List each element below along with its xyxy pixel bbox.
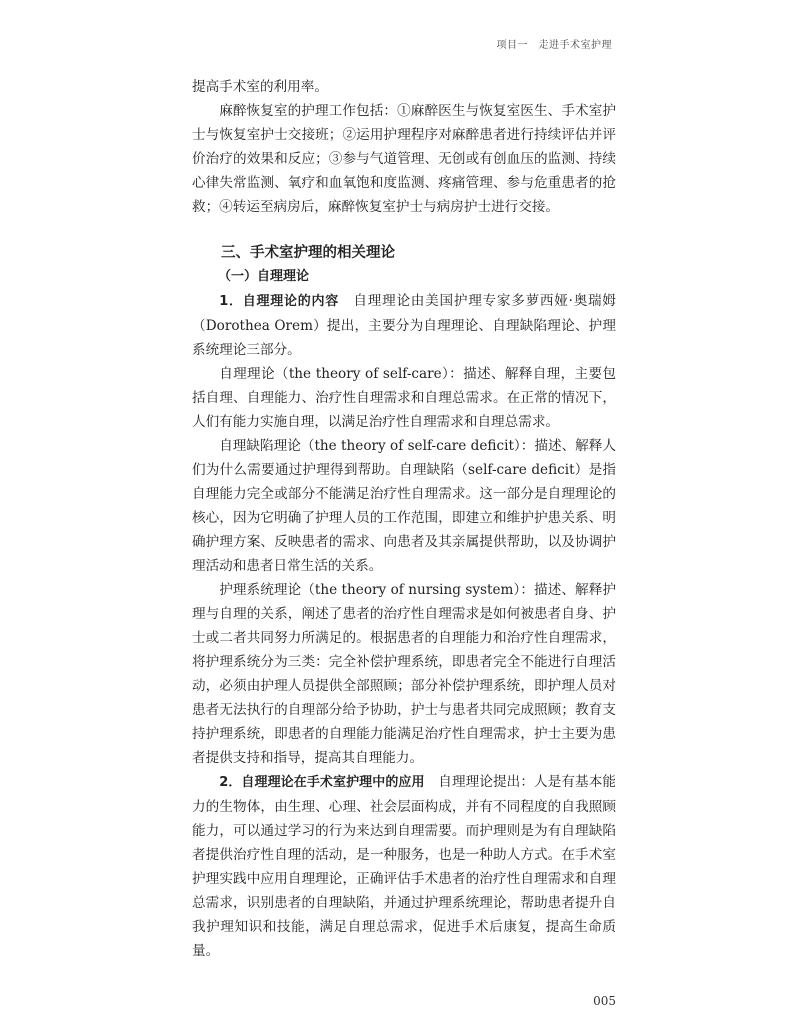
page-body [192, 0, 616, 1029]
item-text: 自理理论提出：人是有基本能力的生物体，由生理、心理、社会层面构成，并有不同程度的自我照顾能力，可以通过学习的行为来达到自理需要。而护理则是为有自理缺陷者提供治疗性自理的活动，是一种服务，也是一种助人方式。在手术室护理实践中应用自理理论，正确评估手术患者的治疗性自理需求和自理总需求，识别患者的自理缺陷，并通过护理系统理论，帮助患者提升自我护理知识和技能，满足自理总需求，促进手术后康复，提高生命质量。 [192, 774, 617, 959]
paragraph: 自理理论（the theory of self-care）：描述、解释自理，主要包括自理、自理能力、治疗性自理需求和自理总需求。在正常的情况下，人们有能力实施自理，以满足治疗性自理需求和自理总需求。 [192, 366, 616, 430]
paragraph: 自理缺陷理论（the theory of self-care deficit）：描述、解释人们为什么需要通过护理得到帮助。自理缺陷（self-care deficit）是指自理能力完全或部分不能满足治疗性自理需求。这一部分是自理理论的核心，因为它明确了护理人员的工作范围，即建立和维护护患关系、明确护理方案、反映患者的需求、向患者及其亲属提供帮助，以及协调护理活动和患者日常生活的关系。 [192, 438, 616, 574]
paragraph: 提高手术室的利用率。 [192, 79, 328, 95]
item-heading: 1．自理理论的内容 [219, 294, 340, 309]
paragraph: 麻醉恢复室的护理工作包括：①麻醉医生与恢复室医生、手术室护士与恢复室护士交接班；②运用护理程序对麻醉患者进行持续评估并评价治疗的效果和反应；③参与气道管理、无创或有创血压的监测、持续心律失常监测、氧疗和血氧饱和度监测、疼痛管理、参与危重患者的抢救；④转运至病房后，麻醉恢复室护士与病房护士进行交接。 [192, 103, 616, 215]
running-head: 项目一 走进手术室护理 [496, 40, 612, 51]
paragraph-item-1 [192, 289, 616, 362]
item-text: 自理理论由美国护理专家多萝西娅·奥瑞姆（Dorothea Orem）提出，主要分为自理理论、自理缺陷理论、护理系统理论三部分。 [192, 293, 617, 358]
item-heading: 2．自理理论在手术室护理中的应用 [219, 775, 425, 790]
subsection-heading: （一）自理理论 [218, 269, 310, 284]
page-number: 005 [593, 994, 616, 1008]
section-heading: 三、手术室护理的相关理论 [221, 245, 395, 261]
paragraph: 护理系统理论（the theory of nursing system）：描述、解释护理与自理的关系，阐述了患者的治疗性自理需求是如何被患者自身、护士或二者共同努力所满足的。根据患者的自理能力和治疗性自理需求，将护理系统分为三类：完全补偿护理系统，即患者完全不能进行自理活动，必须由护理人员提供全部照顾；部分补偿护理系统，即护理人员对患者无法执行的自理部分给予协助，护士与患者共同完成照顾；教育支持护理系统，即患者的自理能力能满足治疗性自理需求，护士主要为患者提供支持和指导，提高其自理能力。 [192, 582, 616, 766]
paragraph-item-2 [192, 770, 616, 963]
